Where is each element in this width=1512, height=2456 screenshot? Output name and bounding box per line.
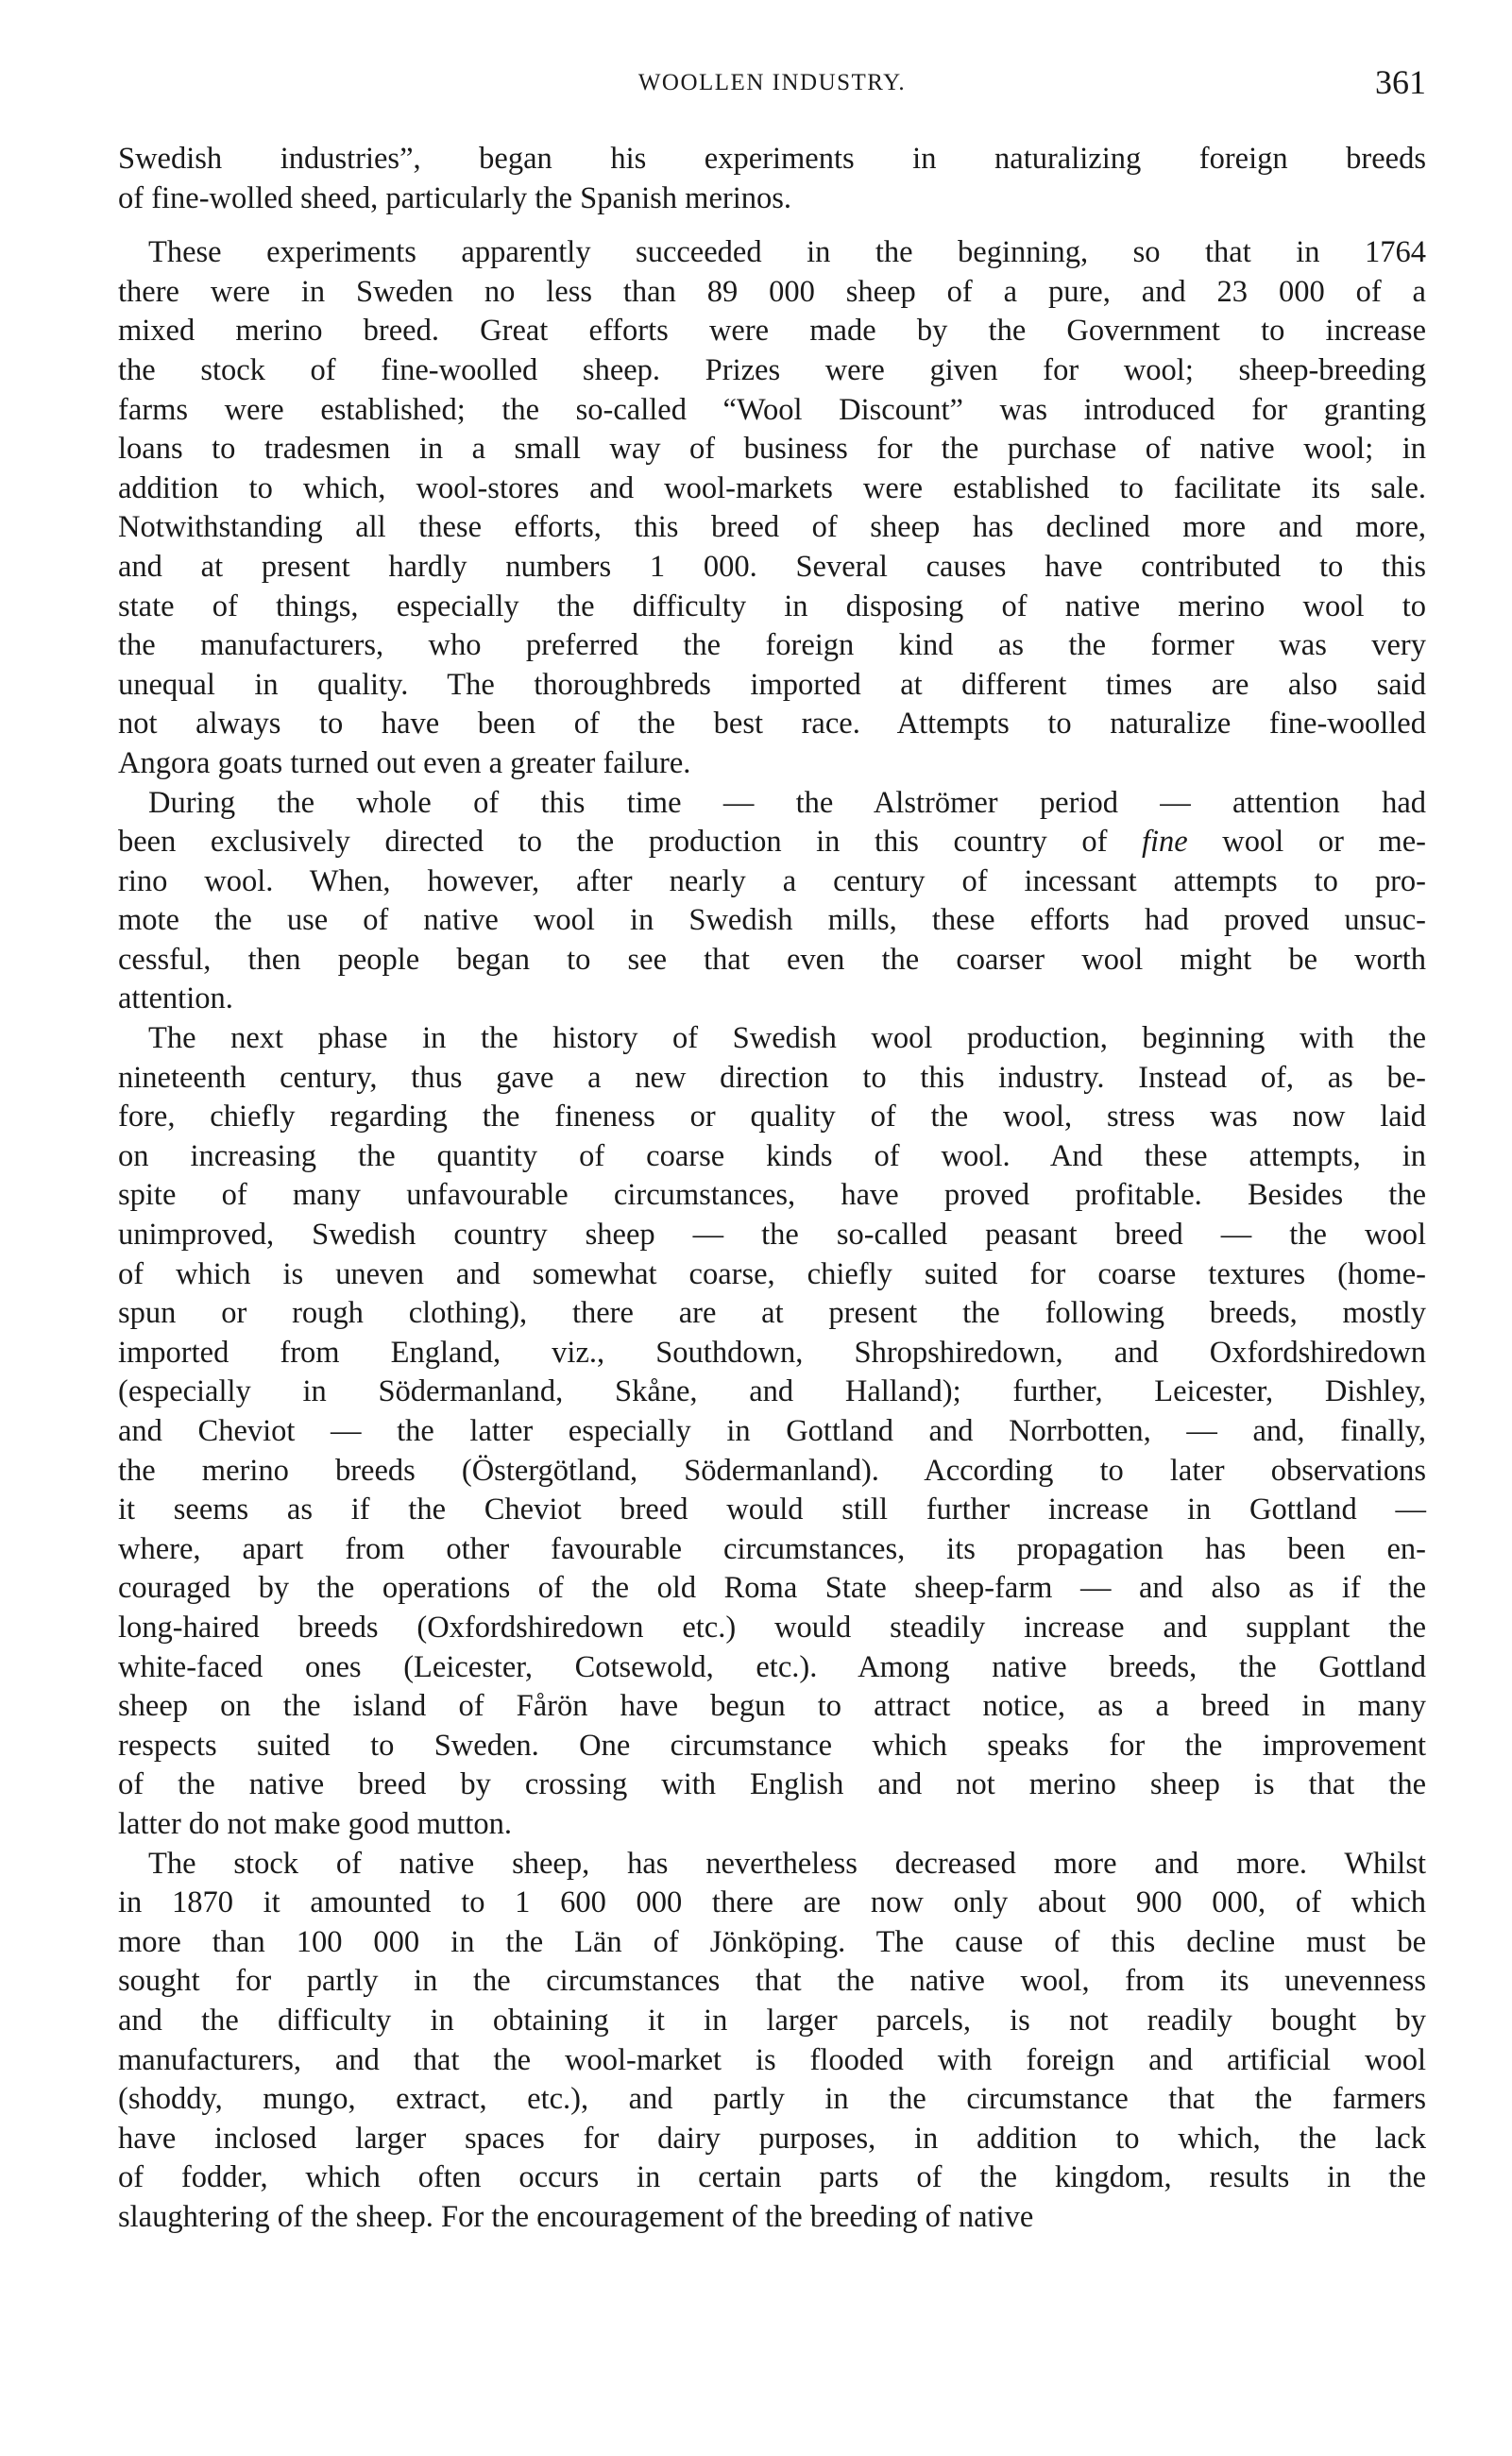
- text-line: The stock of native sheep, has nevertheless decreased more and more. Whilst: [148, 1846, 1426, 1881]
- paragraph: [118, 784, 1426, 1020]
- text-line: long-haired breeds (Oxfordshiredown etc.) would steadily increase and supplant the: [118, 1610, 1426, 1645]
- text-line: sheep on the island of Fårön have begun to attract notice, as a breed in many: [118, 1689, 1426, 1724]
- text-line: manufacturers, and that the wool-market is flooded with foreign and artificial wool: [118, 2042, 1426, 2077]
- text-line: Swedish industries”, began his experiments in naturalizing foreign breeds: [118, 142, 1426, 176]
- text-line: loans to tradesmen in a small way of business for the purchase of native wool; in: [118, 432, 1426, 467]
- text-line: the manufacturers, who preferred the foreign kind as the former was very: [118, 628, 1426, 663]
- text-line: During the whole of this time — the Alströmer period — attention had: [148, 785, 1426, 820]
- text-line: of fine-wolled sheed, particularly the Spanish merinos.: [118, 180, 792, 215]
- text-line: couraged by the operations of the old Roma State sheep-farm — and also as if the: [118, 1571, 1426, 1606]
- body-text: [118, 140, 1426, 2237]
- text-line: respects suited to Sweden. One circumstance which speaks for the improvement: [118, 1728, 1426, 1763]
- emphasis: fine: [1141, 825, 1188, 860]
- text-line: state of things, especially the difficulty in disposing of native merino wool to: [118, 588, 1426, 623]
- text-line: the merino breeds (Östergötland, Södermanland). According to later observations: [118, 1453, 1426, 1488]
- text-line: mote the use of native wool in Swedish mills, these efforts had proved unsuc-: [118, 903, 1426, 938]
- text-line: where, apart from other favourable circumstances, its propagation has been en-: [118, 1531, 1426, 1566]
- text-line: Angora goats turned out even a greater failure.: [118, 745, 691, 780]
- text-line: of fodder, which often occurs in certain parts of the kingdom, results in the: [118, 2160, 1426, 2195]
- paragraph: [118, 140, 1426, 218]
- text-line: and the difficulty in obtaining it in larger parcels, is not readily bought by: [118, 2003, 1426, 2038]
- text-line: it seems as if the Cheviot breed would still further increase in Gottland —: [118, 1492, 1426, 1527]
- text-line: of which is uneven and somewhat coarse, chiefly suited for coarse textures (home-: [118, 1256, 1426, 1291]
- text-line: nineteenth century, thus gave a new direction to this industry. Instead of, as be-: [118, 1060, 1426, 1095]
- text-line: have inclosed larger spaces for dairy purposes, in addition to which, the lack: [118, 2121, 1426, 2156]
- running-title: WOOLLEN INDUSTRY.: [637, 70, 907, 95]
- text-line: The next phase in the history of Swedish wool production, beginning with the: [148, 1021, 1426, 1056]
- text-line: addition to which, wool-stores and wool-markets were established to facilitate its sale.: [118, 470, 1426, 505]
- text-line: Notwithstanding all these efforts, this breed of sheep has declined more and more,: [118, 510, 1426, 545]
- text-line: cessful, then people began to see that even the coarser wool might be worth: [118, 942, 1426, 977]
- text-line: fore, chiefly regarding the fineness or quality of the wool, stress was now laid: [118, 1100, 1426, 1134]
- text-line: slaughtering of the sheep. For the encouragement of the breeding of native: [118, 2199, 1034, 2234]
- page-number: 361: [1375, 63, 1426, 101]
- text-line: (especially in Södermanland, Skåne, and Halland); further, Leicester, Dishley,: [118, 1374, 1426, 1409]
- text-line: latter do not make good mutton.: [118, 1806, 513, 1841]
- paragraph: [118, 233, 1426, 783]
- text-line: spun or rough clothing), there are at present the following breeds, mostly: [118, 1296, 1426, 1331]
- text-line: farms were established; the so-called “Wool Discount” was introduced for granting: [118, 392, 1426, 427]
- paragraph: [118, 1845, 1426, 2238]
- text-line: attention.: [118, 981, 233, 1016]
- text-line: more than 100 000 in the Län of Jönköping. The cause of this decline must be: [118, 1924, 1426, 1959]
- text-line: unimproved, Swedish country sheep — the so-called peasant breed — the wool: [118, 1218, 1426, 1253]
- text-line: there were in Sweden no less than 89 000 sheep of a pure, and 23 000 of a: [118, 274, 1426, 309]
- text-line: rino wool. When, however, after nearly a century of incessant attempts to pro-: [118, 863, 1426, 898]
- text-line: not always to have been of the best race. Attempts to naturalize fine-woolled: [118, 707, 1426, 742]
- text-line: (shoddy, mungo, extract, etc.), and partly in the circumstance that the farmers: [118, 2082, 1426, 2117]
- text-line: unequal in quality. The thoroughbreds imported at different times are also said: [118, 667, 1426, 702]
- text-line: in 1870 it amounted to 1 600 000 there are now only about 900 000, of which: [118, 1885, 1426, 1920]
- text-line: on increasing the quantity of coarse kinds of wool. And these attempts, in: [118, 1138, 1426, 1173]
- text-line: the stock of fine-woolled sheep. Prizes were given for wool; sheep-breeding: [118, 352, 1426, 387]
- text-line: mixed merino breed. Great efforts were made by the Government to increase: [118, 314, 1426, 349]
- text-line: of the native breed by crossing with English and not merino sheep is that the: [118, 1767, 1426, 1802]
- text-line: white-faced ones (Leicester, Cotsewold, etc.). Among native breeds, the Gottland: [118, 1649, 1426, 1684]
- paragraph: [118, 1019, 1426, 1844]
- text-line: been exclusively directed to the production in this country of fine wool or me-: [118, 825, 1426, 860]
- text-line: and at present hardly numbers 1 000. Several causes have contributed to this: [118, 549, 1426, 584]
- text-line: and Cheviot — the latter especially in Gottland and Norrbotten, — and, finally,: [118, 1414, 1426, 1448]
- text-line: imported from England, viz., Southdown, Shropshiredown, and Oxfordshiredown: [118, 1335, 1426, 1370]
- text-line: These experiments apparently succeeded in the beginning, so that in 1764: [148, 235, 1426, 270]
- text-line: sought for partly in the circumstances that the native wool, from its unevenness: [118, 1964, 1426, 1999]
- text-line: spite of many unfavourable circumstances, have proved profitable. Besides the: [118, 1178, 1426, 1213]
- running-head: [118, 62, 1426, 104]
